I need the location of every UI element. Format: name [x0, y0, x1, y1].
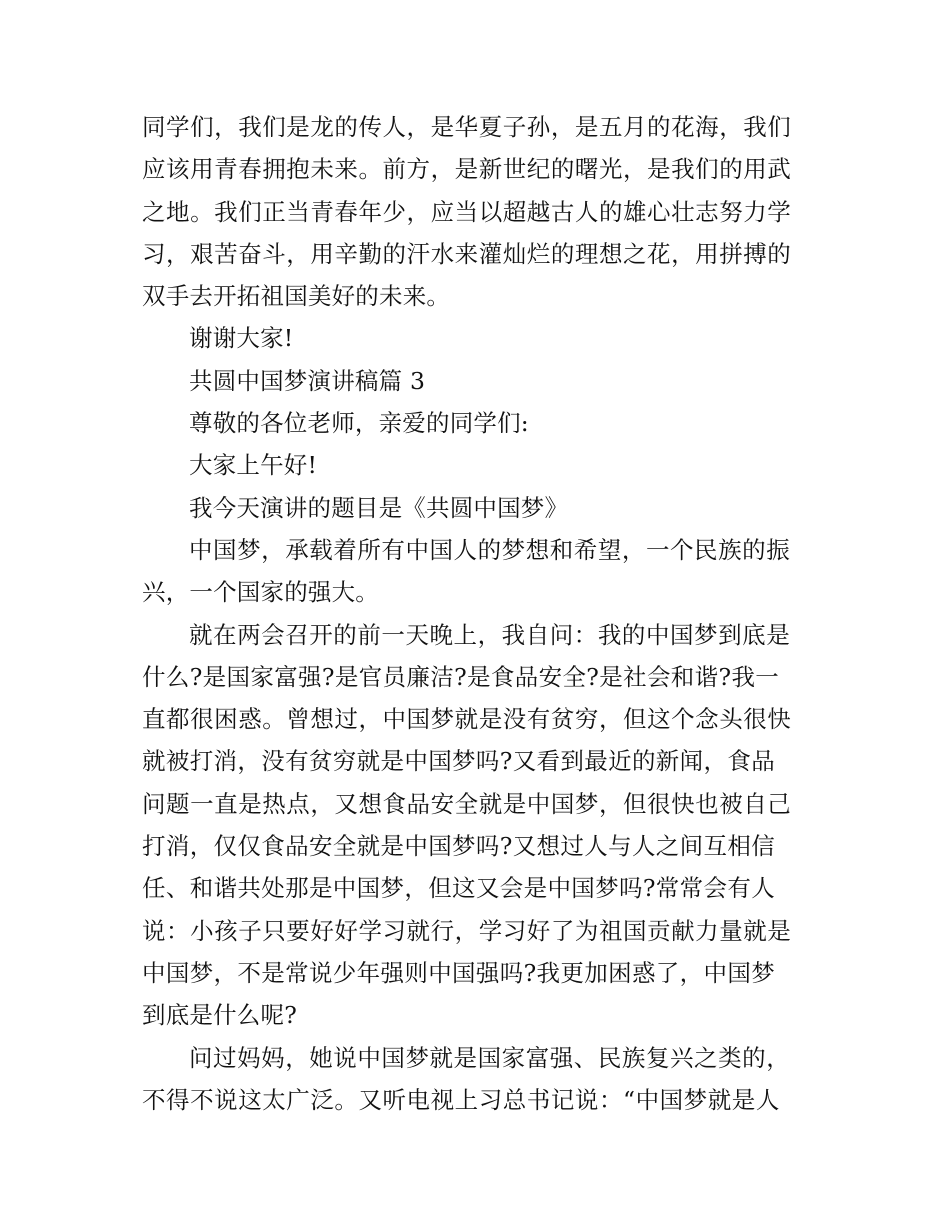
text-line: 双手去开拓祖国美好的未来。 — [142, 282, 451, 311]
text-line: 中国梦，承载着所有中国人的梦想和希望，一个民族的振 — [189, 535, 791, 564]
text-line: 兴，一个国家的强大。 — [142, 578, 379, 607]
text-line: 共圆中国梦演讲稿篇 3 — [189, 366, 426, 395]
text-line: 中国梦，不是常说少年强则中国强吗?我更加困惑了，中国梦 — [142, 958, 776, 987]
text-line: 问题一直是热点，又想食品安全就是中国梦，但很快也被自己 — [142, 789, 792, 818]
text-line: 我今天演讲的题目是《共圆中国梦》 — [189, 493, 569, 522]
text-line: 就在两会召开的前一天晚上，我自问：我的中国梦到底是 — [189, 620, 791, 649]
text-line: 说：小孩子只要好好学习就行，学习好了为祖国贡献力量就是 — [142, 916, 792, 945]
text-line: 谢谢大家! — [189, 324, 294, 353]
document-body — [142, 106, 810, 1121]
text-line: 同学们，我们是龙的传人，是华夏子孙，是五月的花海，我们 — [142, 113, 792, 141]
text-line: 直都很困惑。曾想过，中国梦就是没有贫穷，但这个念头很快 — [142, 705, 792, 734]
text-line: 什么?是国家富强?是官员廉洁?是食品安全?是社会和谐?我一 — [142, 662, 780, 691]
text-line: 习，艰苦奋斗，用辛勤的汗水来灌灿烂的理想之花，用拼搏的 — [142, 239, 792, 268]
text-line: 大家上午好! — [189, 451, 318, 480]
text-line: 问过妈妈，她说中国梦就是国家富强、民族复兴之类的， — [189, 1043, 791, 1072]
text-line: 不得不说这太广泛。又听电视上习总书记说：“中国梦就是人 — [142, 1085, 780, 1114]
text-line: 任、和谐共处那是中国梦，但这又会是中国梦吗?常常会有人 — [142, 874, 776, 903]
text-line: 应该用青春拥抱未来。前方，是新世纪的曙光，是我们的用武 — [142, 155, 792, 184]
text-line: 到底是什么呢? — [142, 1001, 297, 1030]
text-line: 打消，仅仅食品安全就是中国梦吗?又想过人与人之间互相信 — [142, 832, 776, 861]
text-line: 就被打消，没有贫穷就是中国梦吗?又看到最近的新闻，食品 — [142, 747, 776, 776]
text-line: 之地。我们正当青春年少，应当以超越古人的雄心壮志努力学 — [142, 197, 792, 226]
text-line: 尊敬的各位老师，亲爱的同学们: — [189, 409, 529, 438]
